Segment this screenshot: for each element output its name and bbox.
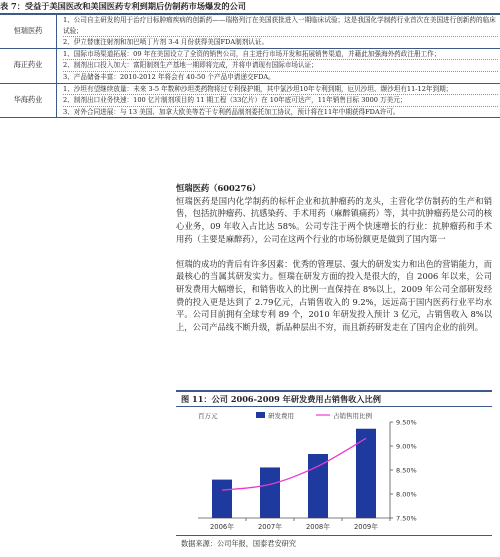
company-cell: 恒瑞医药 [0, 15, 57, 48]
x-tick-label: 2009年 [353, 523, 379, 531]
detail-item: 1、公司自主研发的用于治疗目标肿瘤疾病的创新药——瑞格列汀在美国获批进入一期临床试验；这是我国化学制药行业首次在美国进行创新药的临床试验； [63, 15, 498, 37]
right-tick-label: 8.00% [396, 490, 417, 499]
legend-bar-swatch [256, 412, 265, 418]
figure-top-rule [176, 390, 492, 392]
right-tick-label: 9.00% [396, 442, 417, 451]
article-body [176, 182, 492, 334]
right-tick-label: 7.50% [396, 514, 417, 523]
bar [260, 467, 280, 518]
legend-line-label: 占销售用比例 [333, 412, 372, 420]
x-tick-label: 2007年 [257, 523, 283, 531]
unit-label: 百万元 [198, 412, 218, 420]
company-cell: 海正药业 [0, 48, 57, 83]
table-row [0, 83, 500, 118]
policy-beneficiary-table [0, 15, 500, 118]
x-tick-label: 2006年 [209, 523, 235, 531]
paragraph: 恒瑞的成功的背后有许多因素：优秀的管理层、强大的研发实力和出色的营销能力，而最核心的当属其研发实力。恒瑞在研发方面的投入是很大的，自 2006 年以来，公司研发费用大幅增长，和销售收入的比例一直保持在 8%以上，2009 年公司全部研发经费的投入更是达到了 2.79亿元，占销售收入的 9.2%，远远高于国内医药行业平均水平。公司目前拥有全球专利 89 个，2010 年研发投入预计 3 亿元，占销售收入 8%以上，公司产品线不断升级，新品种层出不穷，而且新药研发走在了国内企业的前列。 [176, 258, 492, 333]
table-caption: 表 7：受益于美国医改和美国医药专利到期后仿制药市场爆发的公司 [0, 1, 246, 11]
bar [308, 454, 328, 518]
details-cell [57, 83, 500, 118]
company-cell: 华海药业 [0, 83, 57, 118]
figure-caption: 图 11：公司 2006-2009 年研发费用占销售收入比例 [181, 394, 381, 404]
figure-bottom-rule [176, 535, 492, 536]
legend [256, 411, 373, 420]
detail-item: 1、沙坦有望继续放量：未来 3-5 年数种沙坦类药物将过专利保护期，其中氯沙坦10年专利到期，厄贝沙坦、缬沙坦有11-12年到期； [63, 84, 498, 96]
detail-item: 1、国际市场渠道拓展：09 年在美国设立了全资的销售公司，自主进行市场开发和拓展销售渠道，并藉此加强海外药政注册工作； [63, 49, 498, 61]
ratio-line [222, 438, 366, 490]
figure-source: 数据来源：公司年报，国泰君安研究 [181, 539, 297, 548]
details-cell [57, 15, 500, 48]
detail-item: 3、产品储备丰富：2010-2012 年将会有 40-50 个产品申请递交FDA。 [63, 72, 275, 81]
bar [212, 480, 232, 518]
table-row [0, 15, 500, 48]
section-heading: 恒瑞医药（600276） [176, 183, 261, 193]
rd-ratio-chart [176, 408, 492, 534]
x-tick-label: 2008年 [305, 523, 331, 531]
details-cell [57, 48, 500, 83]
table-row [0, 48, 500, 83]
detail-item: 2、制剂出口业务快速：100 亿片制剂项目的 11 期工程（33亿片）在 10年底可达产，11年销售目标 3000 万美元； [63, 95, 498, 107]
right-tick-label: 9.50% [396, 418, 417, 427]
legend-bar-label: 研发费用 [268, 412, 294, 420]
detail-item: 2、制剂出口投入加大：富阳制剂生产基地一期即将完成，并将申请现有国际市场认证； [63, 60, 498, 72]
detail-item: 2、伊立替康注射剂和加巴喷丁片剂 3-4 月份获得美国FDA制剂认证。 [63, 38, 269, 47]
figure-caption-rule [176, 406, 492, 407]
paragraph: 恒瑞医药是国内化学制药的标杆企业和抗肿瘤药的龙头，主营化学仿制药的生产和销售，包括抗肿瘤药、抗感染药、手术用药（麻醉镇痛药）等，其中抗肿瘤药是公司的核心业务，09 年收入占比达 58%。公司专注于两个快速增长的行业：抗肿瘤药和手术用药（主要是麻醉药），公司在这两个行业的市场份额更是做到了国内第一 [176, 195, 492, 244]
right-tick-label: 8.50% [396, 466, 417, 475]
detail-item: 3、对外合同进展：与 13 美国、加拿大欧美等若干专利药品制剂委托加工协议，预计将在11年中期获得FDA许可。 [63, 107, 400, 116]
